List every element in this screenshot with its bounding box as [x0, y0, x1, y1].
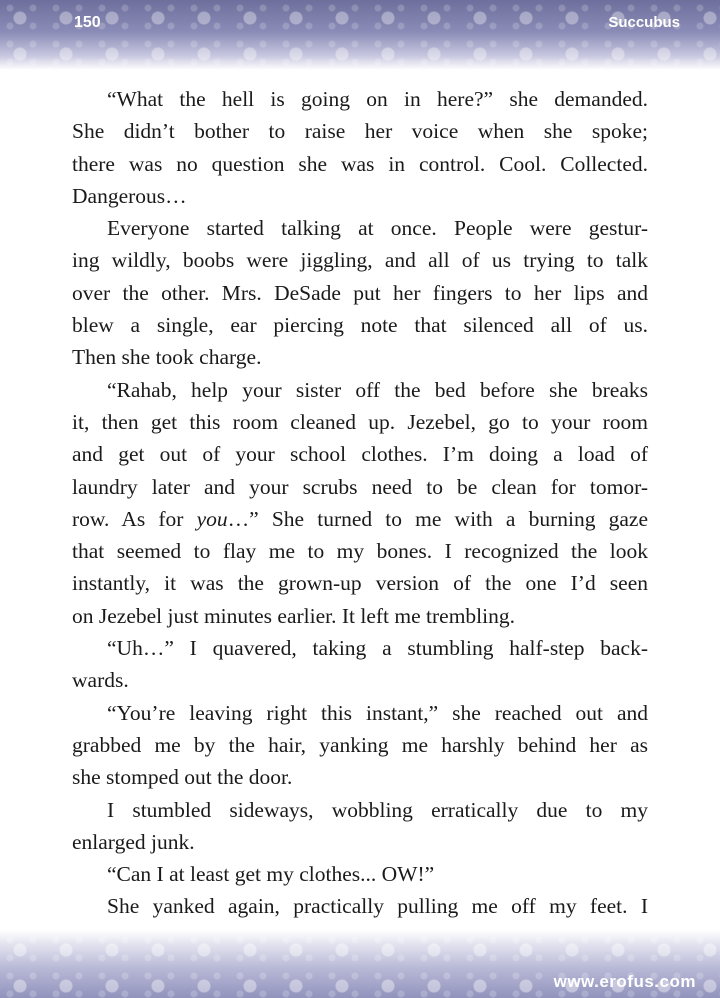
text-line: She yanked again, practically pulling me off my feet. I: [107, 894, 648, 919]
text-line: “Uh…” I quavered, taking a stumbling half-step back-: [107, 636, 648, 661]
running-title: Succubus: [608, 14, 680, 31]
page-footer: [0, 930, 720, 998]
text-line: she stomped out the door.: [72, 765, 293, 790]
text-line: “Rahab, help your sister off the bed before she breaks: [107, 377, 648, 402]
body-text: [72, 83, 648, 923]
text-segment: row. As for: [72, 506, 197, 531]
text-line: Everyone started talking at once. People were gestur-: [107, 216, 648, 241]
text-line: “Can I at least get my clothes... OW!”: [107, 862, 435, 887]
text-line: laundry later and your scrubs need to be clean for tomor-: [72, 474, 648, 499]
text-line: on Jezebel just minutes earlier. It left me trembling.: [72, 603, 516, 628]
page-header: [0, 0, 720, 70]
text-line: it, then get this room cleaned up. Jezebel, go to your room: [72, 409, 648, 434]
text-line: instantly, it was the grown-up version of the one I’d seen: [72, 571, 648, 596]
text-line: enlarged junk.: [72, 829, 195, 854]
text-line: She didn’t bother to raise her voice when she spoke;: [72, 119, 648, 144]
text-line: there was no question she was in control. Cool. Collected.: [72, 151, 648, 176]
text-line: “You’re leaving right this instant,” she reached out and: [107, 700, 648, 725]
watermark: www.erofus.com: [553, 972, 696, 991]
italic-word: you: [196, 506, 228, 531]
text-line: Dangerous…: [72, 183, 187, 208]
text-line: I stumbled sideways, wobbling erratically due to my: [107, 797, 648, 822]
text-line: Then she took charge.: [72, 345, 262, 370]
text-line: “What the hell is going on in here?” she demanded.: [107, 87, 648, 111]
text-line: [72, 503, 648, 535]
text-segment: …” She turned to me with a burning gaze: [227, 506, 648, 531]
text-line: blew a single, ear piercing note that silenced all of us.: [72, 313, 648, 338]
text-line: that seemed to flay me to my bones. I recognized the look: [72, 539, 648, 564]
text-line: ing wildly, boobs were jiggling, and all of us trying to talk: [72, 248, 648, 273]
text-line: and get out of your school clothes. I’m doing a load of: [72, 442, 648, 467]
text-line: over the other. Mrs. DeSade put her fingers to her lips and: [72, 280, 648, 305]
page-number: 150: [74, 14, 101, 31]
text-line: grabbed me by the hair, yanking me harshly behind her as: [72, 732, 648, 757]
text-line: wards.: [72, 668, 129, 693]
